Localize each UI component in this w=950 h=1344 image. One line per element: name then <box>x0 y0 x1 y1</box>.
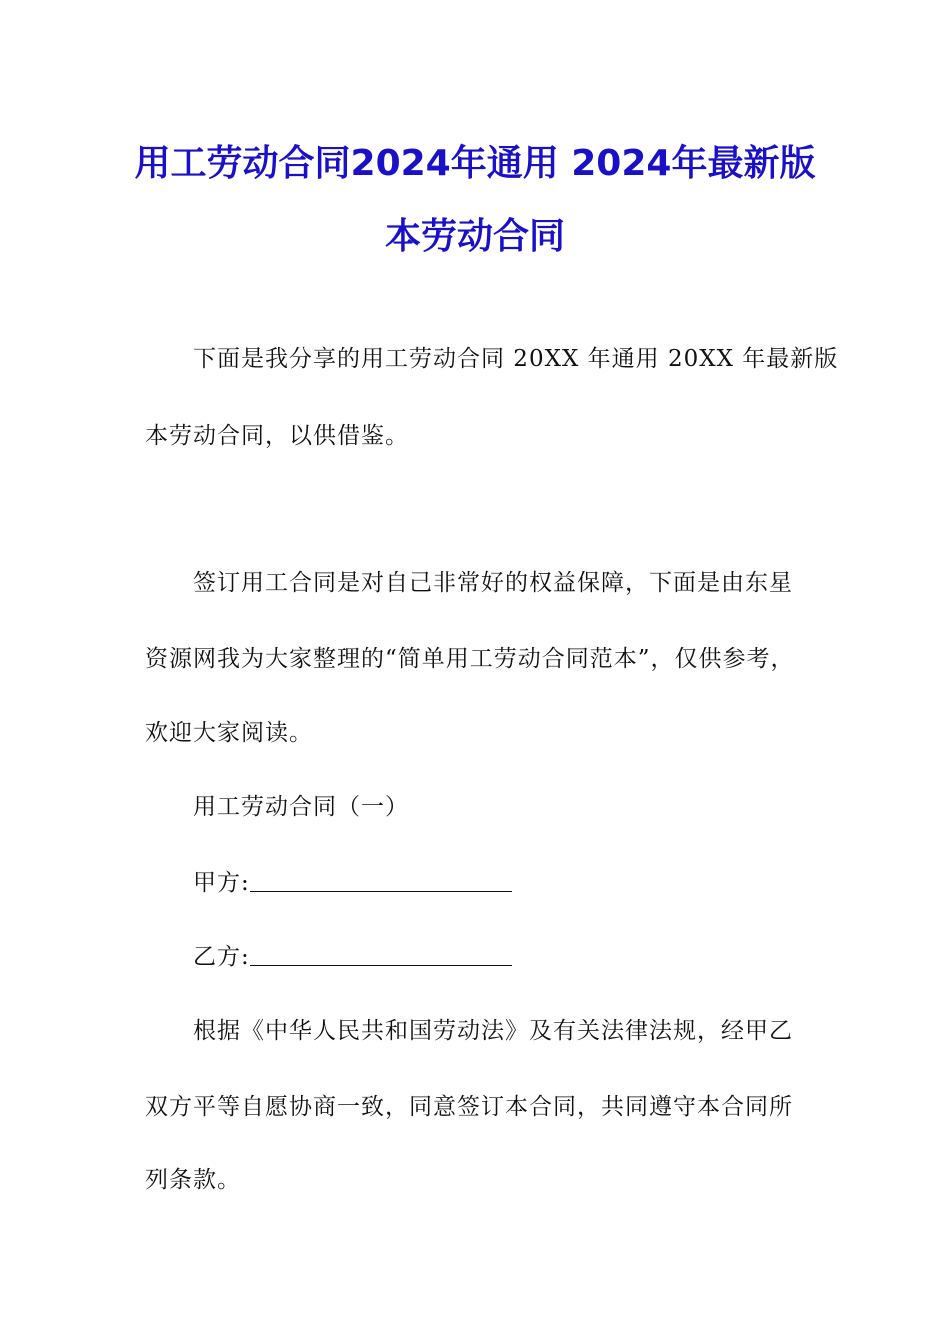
party-a-label: 甲方: <box>193 870 250 896</box>
paragraph-intro-line-2: 本劳动合同，以供借鉴。 <box>145 423 409 449</box>
party-b-label: 乙方: <box>193 944 250 970</box>
paragraph-legal-line-3: 列条款。 <box>145 1167 241 1193</box>
party-a-blank <box>250 869 512 892</box>
section-heading: 用工劳动合同（一） <box>193 794 409 820</box>
document-title-line-2: 本劳动合同 <box>384 216 565 257</box>
paragraph-preface-line-1: 签订用工合同是对自己非常好的权益保障，下面是由东星 <box>193 570 793 596</box>
paragraph-legal-line-2: 双方平等自愿协商一致，同意签订本合同，共同遵守本合同所 <box>145 1094 793 1120</box>
paragraph-preface-line-3: 欢迎大家阅读。 <box>145 720 313 746</box>
party-b-field <box>193 942 512 972</box>
party-a-field <box>193 868 512 898</box>
paragraph-legal-line-1: 根据《中华人民共和国劳动法》及有关法律法规，经甲乙 <box>193 1018 793 1044</box>
party-b-blank <box>250 943 512 966</box>
paragraph-preface-line-2: 资源网我为大家整理的“简单用工劳动合同范本”，仅供参考， <box>145 646 795 672</box>
paragraph-intro-line-1: 下面是我分享的用工劳动合同 20XX 年通用 20XX 年最新版 <box>193 346 839 372</box>
document-title-line-1: 用工劳动合同2024年通用 2024年最新版 <box>134 143 816 184</box>
